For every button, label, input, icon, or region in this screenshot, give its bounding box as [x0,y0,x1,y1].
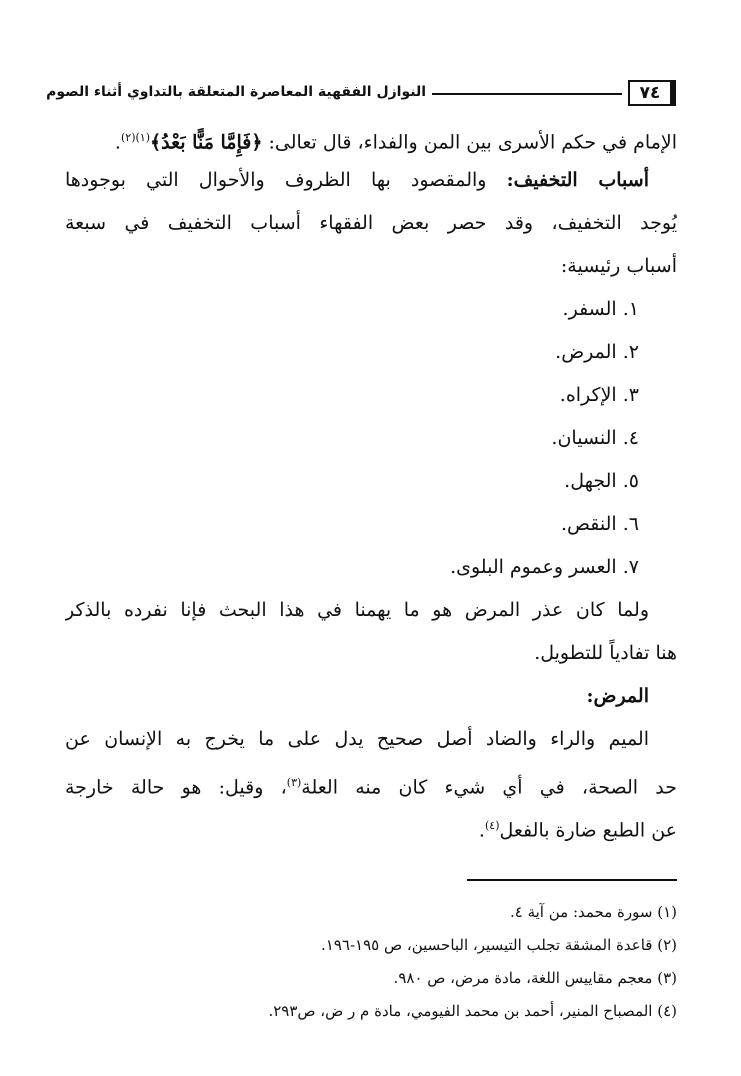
text-line: الميم والراء والضاد أصل صحيح يدل على ما يخرج به الإنسان عن [65,728,649,750]
footnote: (٣) معجم مقاييس اللغة، مادة مرض، ص ٩٨٠. [393,969,677,987]
list-item: ٧. العسر وعموم البلوى. [450,556,639,578]
page-header [46,80,676,110]
header-rule [432,93,622,95]
quran-verse: ﴿فَإِمَّا مَنًّا بَعْدُ﴾ [150,131,263,154]
footnote: (١) سورة محمد: من آية ٤. [509,903,677,921]
list-item: ٦. النقص. [560,513,639,535]
footnote: (٤) المصباح المنير، أحمد بن محمد الفيومي، مادة م ر ض، ص٢٩٣. [268,1002,677,1020]
footnote-separator [467,879,677,881]
text-line: أسباب رئيسية: [560,255,677,277]
footnote-ref: (٣) [286,776,302,789]
text-line: هنا تفادياً للتطويل. [534,642,677,664]
text-line: الإمام في حكم الأسرى بين المن والفداء، قال تعالى: ﴿فَإِمَّا مَنًّا بَعْدُ﴾$^{(١)(٢)}$. [114,131,677,154]
text-line: حد الصحة، في أي شيء كان منه العلة$^{(٣)}$، وقيل: هو حالة خارجة [65,776,677,799]
text-line: عن الطبع ضارة بالفعل$^{(٤)}$. [478,819,677,842]
text-line: أسباب التخفيف: والمقصود بها الظروف والأحوال التي بوجودها [65,169,649,191]
footnote-ref: (١)(٢) [120,131,150,144]
list-item: ١. السفر. [562,298,639,320]
page-number: ٧٤ [628,80,676,106]
main-text [65,116,677,847]
text-line: يُوجد التخفيف، وقد حصر بعض الفقهاء أسباب التخفيف في سبعة [65,212,677,234]
list-item: ٤. النسيان. [551,427,639,449]
footnote-ref: (٤) [484,819,500,832]
text-line: ولما كان عذر المرض هو ما يهمنا في هذا البحث فإنا نفرده بالذكر [65,599,649,621]
list-item: ٣. الإكراه. [559,384,639,406]
section-heading-illness: المرض: [586,685,649,707]
section-heading-causes: أسباب التخفيف: [506,169,649,191]
list-item: ٢. المرض. [555,341,639,363]
footnote: (٢) قاعدة المشقة تجلب التيسير، الباحسين، ص ١٩٥-١٩٦. [321,936,677,954]
list-item: ٥. الجهل. [564,470,639,492]
footnotes [65,896,677,1028]
running-title: النوازل الفقهية المعاصرة المتعلقة بالتداوي أثناء الصوم [46,84,426,100]
